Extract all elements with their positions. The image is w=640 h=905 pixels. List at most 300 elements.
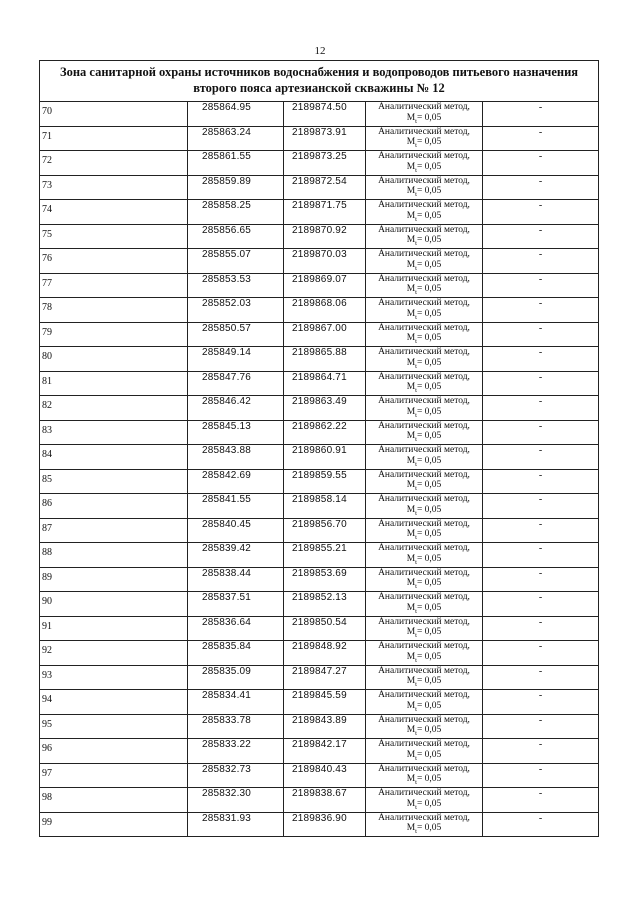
accuracy-value: = 0,05	[416, 431, 442, 441]
method-label: Аналитический метод,	[378, 788, 470, 798]
accuracy-label	[366, 652, 482, 663]
coord-y: 2189847.27	[284, 665, 366, 690]
table-row	[40, 714, 599, 739]
table-row	[40, 273, 599, 298]
table-row	[40, 788, 599, 813]
method-cell	[366, 567, 483, 592]
coord-x: 285833.78	[188, 714, 284, 739]
coord-y: 2189868.06	[284, 298, 366, 323]
accuracy-subscript: t	[415, 558, 417, 566]
accuracy-subscript: t	[415, 803, 417, 811]
coord-x: 285838.44	[188, 567, 284, 592]
table-row	[40, 102, 599, 127]
accuracy-label	[366, 676, 482, 687]
coord-x: 285834.41	[188, 690, 284, 715]
method-cell	[366, 665, 483, 690]
accuracy-subscript: t	[415, 141, 417, 149]
accuracy-subscript: t	[415, 435, 417, 443]
coord-x: 285858.25	[188, 200, 284, 225]
method-cell	[366, 812, 483, 837]
accuracy-label	[366, 701, 482, 712]
point-number: 91	[40, 616, 188, 641]
coord-x: 285850.57	[188, 322, 284, 347]
table-row	[40, 518, 599, 543]
coord-y: 2189873.91	[284, 126, 366, 151]
accuracy-prefix: M	[406, 455, 416, 466]
point-number: 70	[40, 102, 188, 127]
accuracy-value: = 0,05	[416, 259, 442, 270]
method-label: Аналитический метод,	[378, 151, 470, 161]
coord-y: 2189859.55	[284, 469, 366, 494]
accuracy-value: = 0,05	[416, 504, 442, 515]
coord-x: 285843.88	[188, 445, 284, 470]
point-number: 71	[40, 126, 188, 151]
coord-x: 285861.55	[188, 151, 284, 176]
table-row	[40, 592, 599, 617]
accuracy-prefix: M	[406, 235, 416, 245]
accuracy-prefix: M	[406, 186, 416, 196]
table-row	[40, 347, 599, 372]
method-cell	[366, 102, 483, 127]
method-cell	[366, 469, 483, 494]
method-cell	[366, 224, 483, 249]
method-cell	[366, 396, 483, 421]
coord-y: 2189869.07	[284, 273, 366, 298]
method-label: Аналитический метод,	[378, 763, 470, 774]
table-title-line1: Зона санитарной охраны источников водоснабжения и водопроводов питьевого назначения	[59, 65, 579, 79]
point-number: 75	[40, 224, 188, 249]
method-cell	[366, 151, 483, 176]
accuracy-subscript: t	[415, 484, 417, 492]
accuracy-subscript: t	[415, 509, 417, 517]
accuracy-value: = 0,05	[416, 480, 442, 490]
accuracy-subscript: t	[415, 362, 417, 370]
accuracy-value: = 0,05	[416, 161, 442, 172]
accuracy-prefix: M	[406, 308, 416, 319]
accuracy-label	[366, 578, 482, 589]
accuracy-label	[366, 799, 482, 810]
method-cell	[366, 543, 483, 568]
method-label: Аналитический метод,	[378, 224, 470, 235]
accuracy-subscript: t	[415, 288, 417, 296]
coord-y: 2189863.49	[284, 396, 366, 421]
extra-value: -	[483, 494, 599, 519]
method-label: Аналитический метод,	[378, 347, 470, 357]
accuracy-prefix: M	[406, 798, 416, 809]
accuracy-value: = 0,05	[416, 798, 442, 809]
accuracy-label	[366, 529, 482, 540]
accuracy-label	[366, 284, 482, 295]
coord-y: 2189864.71	[284, 371, 366, 396]
coord-x: 285840.45	[188, 518, 284, 543]
table-row	[40, 200, 599, 225]
method-label: Аналитический метод,	[378, 200, 470, 210]
method-cell	[366, 788, 483, 813]
accuracy-label	[366, 456, 482, 467]
method-label: Аналитический метод,	[378, 420, 470, 431]
coord-x: 285864.95	[188, 102, 284, 127]
method-label: Аналитический метод,	[378, 518, 470, 529]
accuracy-prefix: M	[406, 357, 416, 368]
extra-value: -	[483, 518, 599, 543]
method-label: Аналитический метод,	[378, 371, 470, 382]
accuracy-value: = 0,05	[416, 553, 442, 564]
accuracy-prefix: M	[406, 284, 416, 294]
accuracy-subscript: t	[415, 264, 417, 272]
coord-y: 2189858.14	[284, 494, 366, 519]
extra-value: -	[483, 175, 599, 200]
extra-value: -	[483, 445, 599, 470]
method-cell	[366, 739, 483, 764]
extra-value: -	[483, 665, 599, 690]
method-cell	[366, 298, 483, 323]
coord-y: 2189862.22	[284, 420, 366, 445]
extra-value: -	[483, 347, 599, 372]
accuracy-prefix: M	[406, 823, 416, 833]
extra-value: -	[483, 690, 599, 715]
coord-x: 285863.24	[188, 126, 284, 151]
accuracy-value: = 0,05	[416, 651, 442, 662]
method-label: Аналитический метод,	[378, 273, 470, 284]
method-cell	[366, 273, 483, 298]
accuracy-label	[366, 431, 482, 442]
coord-y: 2189850.54	[284, 616, 366, 641]
accuracy-value: = 0,05	[416, 529, 442, 539]
coord-x: 285841.55	[188, 494, 284, 519]
point-number: 95	[40, 714, 188, 739]
accuracy-prefix: M	[406, 553, 416, 564]
coord-x: 285859.89	[188, 175, 284, 200]
table-row	[40, 151, 599, 176]
accuracy-prefix: M	[406, 749, 416, 760]
method-label: Аналитический метод,	[378, 690, 470, 700]
coord-y: 2189873.25	[284, 151, 366, 176]
accuracy-prefix: M	[406, 651, 416, 662]
method-cell	[366, 420, 483, 445]
accuracy-subscript: t	[415, 607, 417, 615]
accuracy-prefix: M	[406, 406, 416, 417]
method-cell	[366, 200, 483, 225]
coord-x: 285847.76	[188, 371, 284, 396]
accuracy-label	[366, 186, 482, 197]
accuracy-subscript: t	[415, 215, 417, 223]
accuracy-label	[366, 211, 482, 222]
extra-value: -	[483, 763, 599, 788]
extra-value: -	[483, 322, 599, 347]
coord-y: 2189852.13	[284, 592, 366, 617]
table-row	[40, 298, 599, 323]
method-label: Аналитический метод,	[378, 616, 470, 627]
point-number: 98	[40, 788, 188, 813]
method-label: Аналитический метод,	[378, 592, 470, 602]
table-row	[40, 175, 599, 200]
method-cell	[366, 371, 483, 396]
accuracy-value: = 0,05	[416, 357, 442, 368]
accuracy-prefix: M	[406, 431, 416, 441]
accuracy-subscript: t	[415, 117, 417, 125]
accuracy-subscript: t	[415, 386, 417, 394]
extra-value: -	[483, 469, 599, 494]
extra-value: -	[483, 151, 599, 176]
coord-y: 2189855.21	[284, 543, 366, 568]
method-cell	[366, 175, 483, 200]
table-title	[40, 61, 599, 102]
accuracy-prefix: M	[406, 627, 416, 637]
table-row	[40, 763, 599, 788]
extra-value: -	[483, 249, 599, 274]
accuracy-value: = 0,05	[416, 455, 442, 466]
method-label: Аналитический метод,	[378, 175, 470, 186]
accuracy-subscript: t	[415, 166, 417, 174]
accuracy-prefix: M	[406, 137, 416, 147]
accuracy-prefix: M	[406, 602, 416, 613]
coord-y: 2189871.75	[284, 200, 366, 225]
coord-x: 285835.09	[188, 665, 284, 690]
accuracy-label	[366, 750, 482, 761]
point-number: 89	[40, 567, 188, 592]
extra-value: -	[483, 616, 599, 641]
accuracy-label	[366, 603, 482, 614]
point-number: 94	[40, 690, 188, 715]
extra-value: -	[483, 298, 599, 323]
accuracy-label	[366, 382, 482, 393]
table-row	[40, 690, 599, 715]
accuracy-subscript: t	[415, 680, 417, 688]
accuracy-subscript: t	[415, 631, 417, 639]
table-row	[40, 812, 599, 837]
coord-x: 285849.14	[188, 347, 284, 372]
accuracy-label	[366, 309, 482, 320]
accuracy-prefix: M	[406, 382, 416, 392]
method-cell	[366, 714, 483, 739]
method-label: Аналитический метод,	[378, 126, 470, 137]
coord-y: 2189842.17	[284, 739, 366, 764]
accuracy-prefix: M	[406, 333, 416, 343]
table-row	[40, 739, 599, 764]
coord-y: 2189848.92	[284, 641, 366, 666]
coord-y: 2189872.54	[284, 175, 366, 200]
coord-x: 285846.42	[188, 396, 284, 421]
extra-value: -	[483, 126, 599, 151]
point-number: 78	[40, 298, 188, 323]
point-number: 87	[40, 518, 188, 543]
accuracy-value: = 0,05	[416, 308, 442, 319]
table-row	[40, 641, 599, 666]
point-number: 97	[40, 763, 188, 788]
method-cell	[366, 249, 483, 274]
accuracy-value: = 0,05	[416, 382, 442, 392]
table-row	[40, 249, 599, 274]
table-row	[40, 616, 599, 641]
coord-x: 285853.53	[188, 273, 284, 298]
method-label: Аналитический метод,	[378, 665, 470, 676]
point-number: 88	[40, 543, 188, 568]
method-label: Аналитический метод,	[378, 322, 470, 333]
coord-y: 2189870.92	[284, 224, 366, 249]
extra-value: -	[483, 543, 599, 568]
method-label: Аналитический метод,	[378, 739, 470, 749]
point-number: 84	[40, 445, 188, 470]
table-title-line2: второго пояса артезианской скважины № 12	[193, 81, 445, 95]
method-cell	[366, 592, 483, 617]
coord-x: 285836.64	[188, 616, 284, 641]
extra-value: -	[483, 788, 599, 813]
accuracy-subscript: t	[415, 656, 417, 664]
coord-x: 285856.65	[188, 224, 284, 249]
accuracy-prefix: M	[406, 161, 416, 172]
coord-x: 285852.03	[188, 298, 284, 323]
extra-value: -	[483, 812, 599, 837]
accuracy-label	[366, 137, 482, 148]
method-cell	[366, 616, 483, 641]
accuracy-value: = 0,05	[416, 676, 442, 686]
accuracy-label	[366, 627, 482, 638]
accuracy-label	[366, 823, 482, 834]
table-row	[40, 469, 599, 494]
method-cell	[366, 445, 483, 470]
accuracy-prefix: M	[406, 504, 416, 515]
point-number: 74	[40, 200, 188, 225]
extra-value: -	[483, 592, 599, 617]
accuracy-prefix: M	[406, 480, 416, 490]
accuracy-value: = 0,05	[416, 700, 442, 711]
coord-x: 285832.73	[188, 763, 284, 788]
point-number: 92	[40, 641, 188, 666]
method-label: Аналитический метод,	[378, 249, 470, 259]
point-number: 82	[40, 396, 188, 421]
coord-x: 285842.69	[188, 469, 284, 494]
accuracy-value: = 0,05	[416, 112, 442, 123]
point-number: 83	[40, 420, 188, 445]
point-number: 80	[40, 347, 188, 372]
point-number: 93	[40, 665, 188, 690]
method-cell	[366, 494, 483, 519]
accuracy-label	[366, 505, 482, 516]
accuracy-prefix: M	[406, 725, 416, 735]
method-label: Аналитический метод,	[378, 298, 470, 308]
accuracy-prefix: M	[406, 578, 416, 588]
table-row	[40, 224, 599, 249]
accuracy-subscript: t	[415, 313, 417, 321]
table-row	[40, 322, 599, 347]
accuracy-value: = 0,05	[416, 210, 442, 221]
coord-y: 2189867.00	[284, 322, 366, 347]
method-label: Аналитический метод,	[378, 469, 470, 480]
method-label: Аналитический метод,	[378, 641, 470, 651]
method-cell	[366, 518, 483, 543]
method-label: Аналитический метод,	[378, 543, 470, 553]
method-cell	[366, 126, 483, 151]
accuracy-value: = 0,05	[416, 627, 442, 637]
extra-value: -	[483, 567, 599, 592]
table-row	[40, 494, 599, 519]
accuracy-prefix: M	[406, 210, 416, 221]
table-body	[40, 61, 599, 837]
method-label: Аналитический метод,	[378, 714, 470, 725]
method-label: Аналитический метод,	[378, 396, 470, 406]
coord-y: 2189845.59	[284, 690, 366, 715]
accuracy-prefix: M	[406, 700, 416, 711]
method-label: Аналитический метод,	[378, 567, 470, 578]
accuracy-subscript: t	[415, 729, 417, 737]
method-label: Аналитический метод,	[378, 494, 470, 504]
accuracy-subscript: t	[415, 827, 417, 835]
page-number: 12	[314, 45, 326, 57]
extra-value: -	[483, 200, 599, 225]
method-cell	[366, 641, 483, 666]
coord-y: 2189840.43	[284, 763, 366, 788]
accuracy-subscript: t	[415, 705, 417, 713]
accuracy-label	[366, 358, 482, 369]
accuracy-label	[366, 260, 482, 271]
coord-y: 2189860.91	[284, 445, 366, 470]
point-number: 85	[40, 469, 188, 494]
point-number: 96	[40, 739, 188, 764]
accuracy-prefix: M	[406, 676, 416, 686]
extra-value: -	[483, 224, 599, 249]
coord-y: 2189874.50	[284, 102, 366, 127]
table-row	[40, 126, 599, 151]
accuracy-label	[366, 333, 482, 344]
extra-value: -	[483, 396, 599, 421]
point-number: 76	[40, 249, 188, 274]
table-row	[40, 396, 599, 421]
extra-value: -	[483, 102, 599, 127]
accuracy-value: = 0,05	[416, 749, 442, 760]
accuracy-value: = 0,05	[416, 333, 442, 343]
accuracy-value: = 0,05	[416, 186, 442, 196]
point-number: 77	[40, 273, 188, 298]
table-row	[40, 420, 599, 445]
accuracy-value: = 0,05	[416, 823, 442, 833]
accuracy-value: = 0,05	[416, 725, 442, 735]
point-number: 90	[40, 592, 188, 617]
coord-x: 285833.22	[188, 739, 284, 764]
accuracy-label	[366, 407, 482, 418]
coord-y: 2189865.88	[284, 347, 366, 372]
coord-x: 285832.30	[188, 788, 284, 813]
extra-value: -	[483, 420, 599, 445]
accuracy-prefix: M	[406, 529, 416, 539]
title-row	[40, 61, 599, 102]
accuracy-prefix: M	[406, 774, 416, 784]
extra-value: -	[483, 371, 599, 396]
coord-y: 2189836.90	[284, 812, 366, 837]
accuracy-label	[366, 554, 482, 565]
point-number: 73	[40, 175, 188, 200]
accuracy-subscript: t	[415, 190, 417, 198]
accuracy-subscript: t	[415, 411, 417, 419]
method-cell	[366, 322, 483, 347]
accuracy-value: = 0,05	[416, 578, 442, 588]
accuracy-value: = 0,05	[416, 235, 442, 245]
accuracy-subscript: t	[415, 533, 417, 541]
method-label: Аналитический метод,	[378, 102, 470, 112]
coord-y: 2189838.67	[284, 788, 366, 813]
accuracy-subscript: t	[415, 337, 417, 345]
coord-x: 285855.07	[188, 249, 284, 274]
accuracy-label	[366, 235, 482, 246]
point-number: 79	[40, 322, 188, 347]
coord-x: 285831.93	[188, 812, 284, 837]
table-row	[40, 567, 599, 592]
table-row	[40, 665, 599, 690]
accuracy-subscript: t	[415, 582, 417, 590]
extra-value: -	[483, 714, 599, 739]
accuracy-subscript: t	[415, 754, 417, 762]
accuracy-value: = 0,05	[416, 284, 442, 294]
accuracy-value: = 0,05	[416, 137, 442, 147]
